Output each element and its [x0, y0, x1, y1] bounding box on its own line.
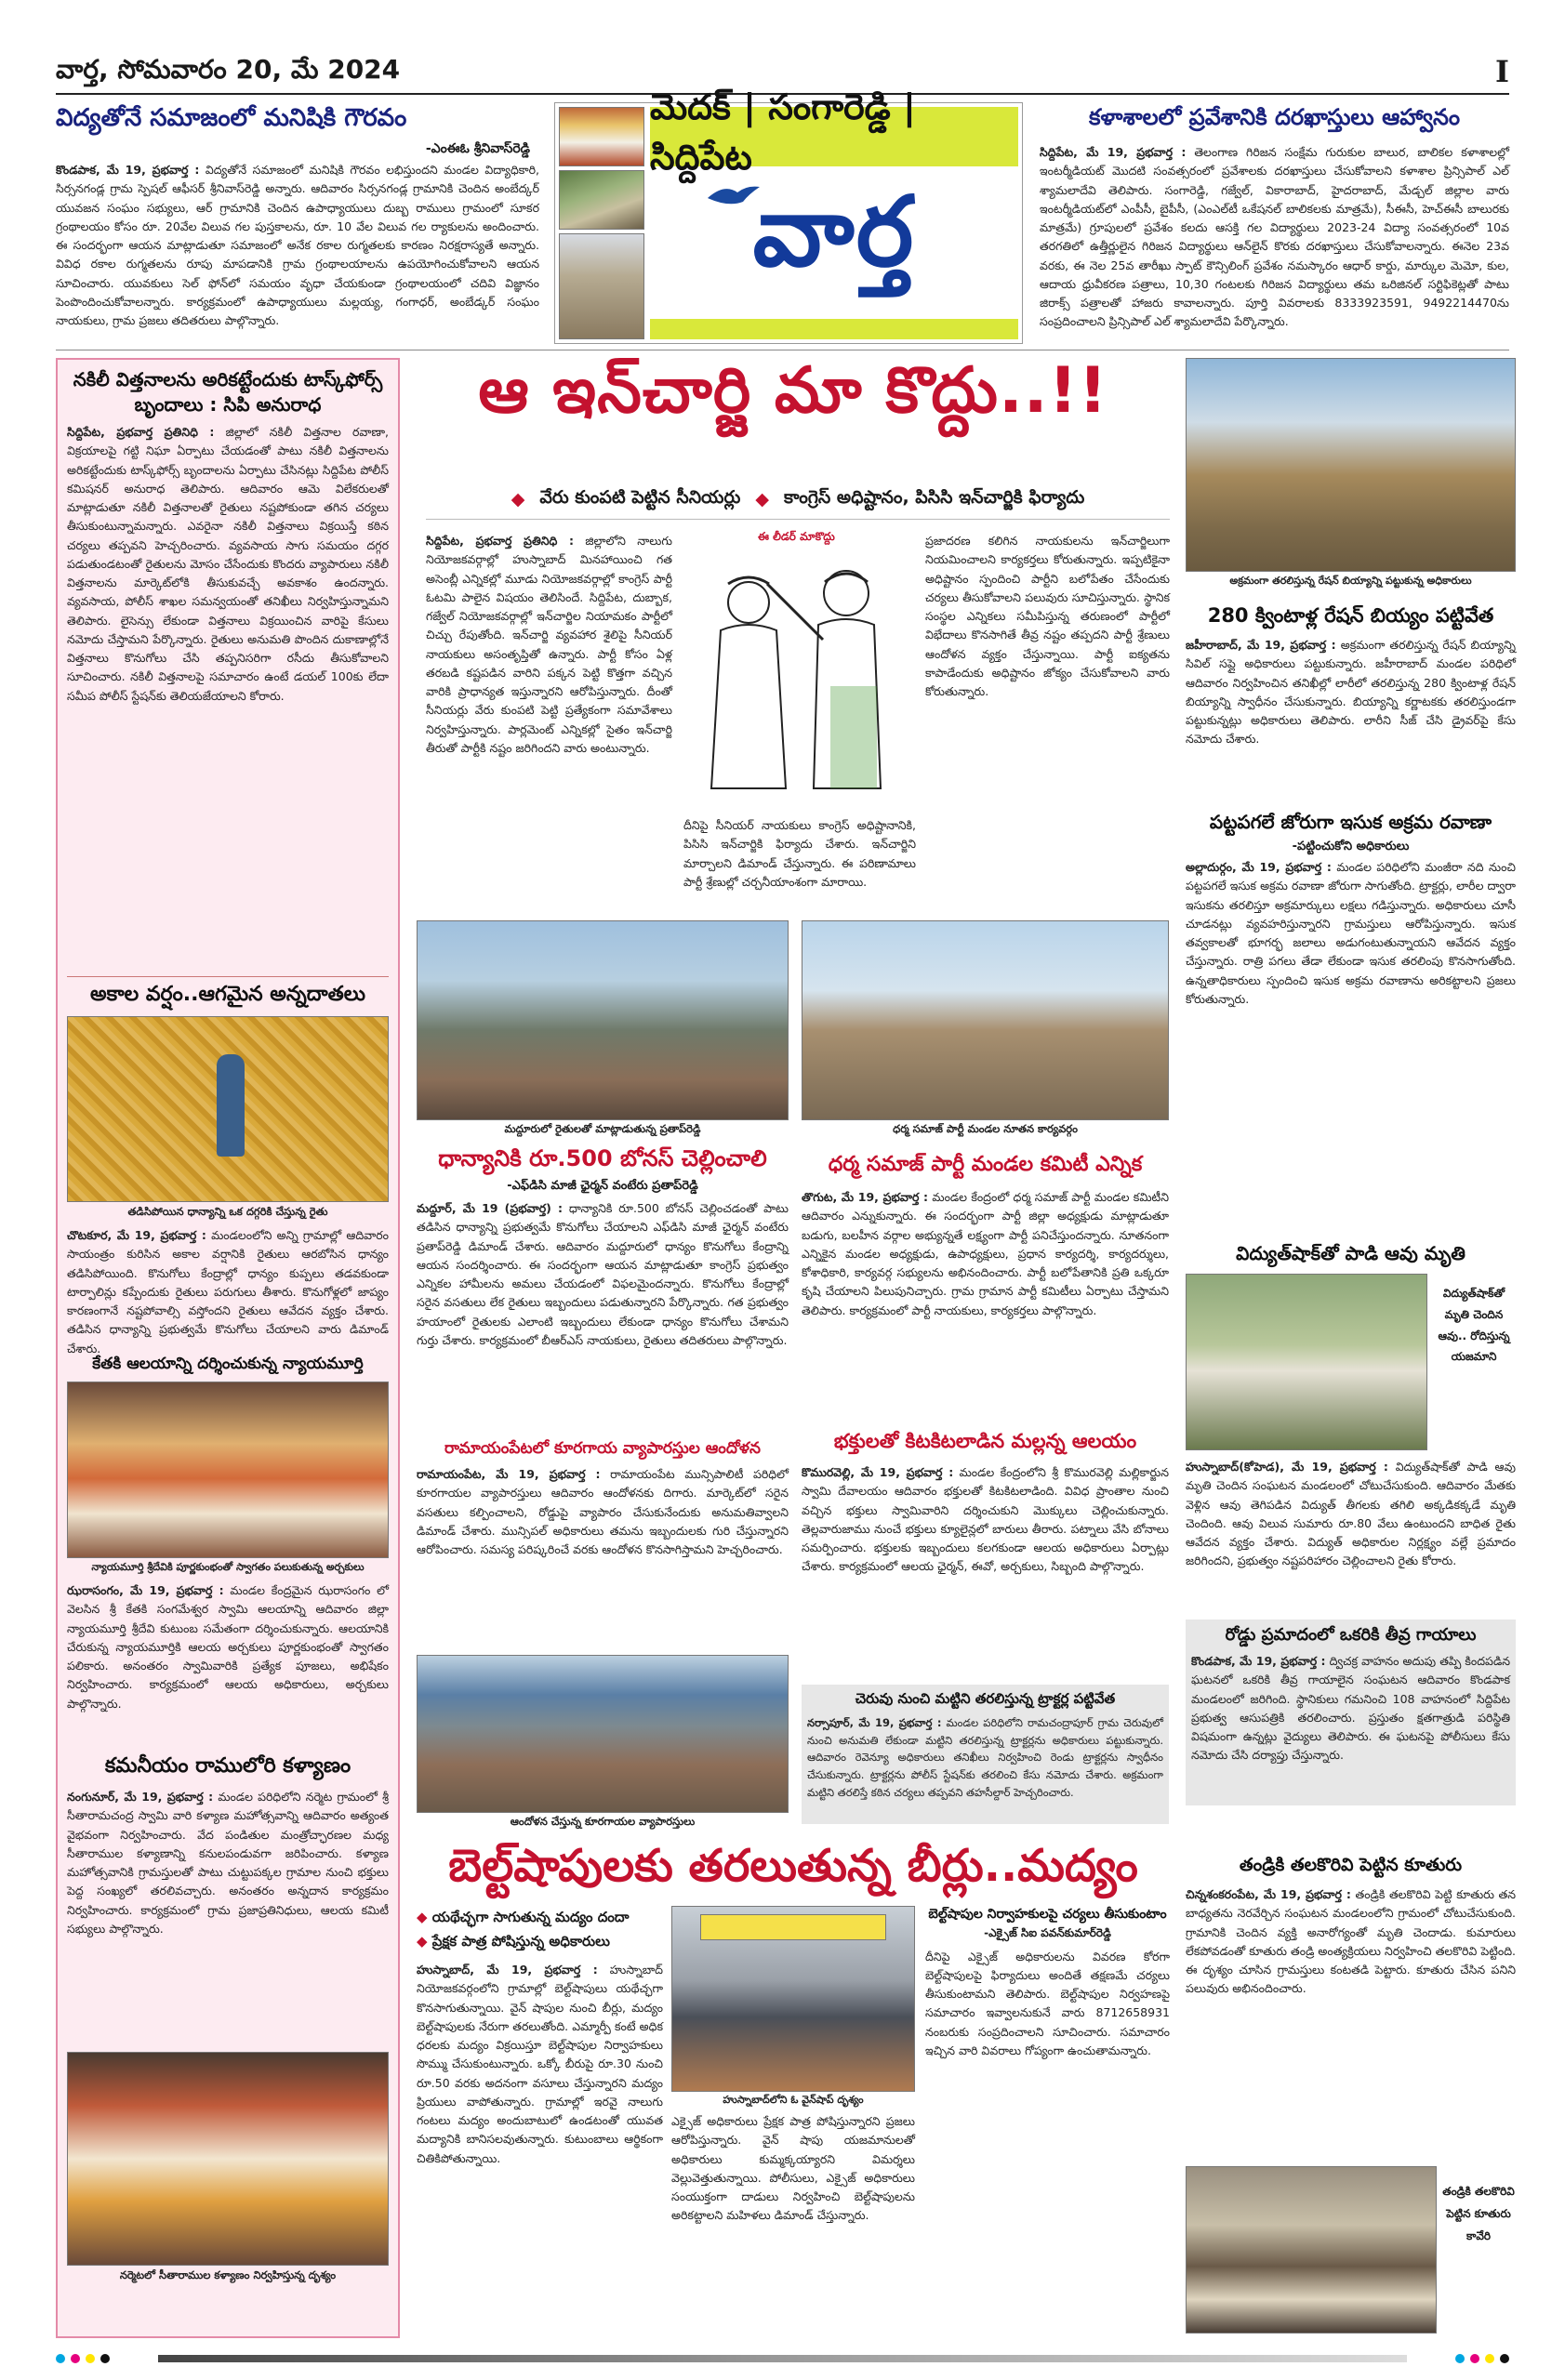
inner-headline: బెల్ట్‌షాపుల నిర్వాహకులపై చర్యలు తీసుకుంటాం: [928, 1907, 1167, 1922]
body-text: మండలంలోని అన్ని గ్రామాల్లో ఆదివారం సాయంత్రం కురిసిన అకాల వర్షానికి రైతులు ఆరబోసిన ధాన్యం తడిసిపోయింది. కొనుగోలు కేంద్రాల్లో ధాన్యం కుప్పలు తడవకుండా టార్పాలిన్లు కప్పేందుకు రైతులు పరుగులు తీశారు. కొనుగోళ్లలో జాప్యం కారణంగానే నష్టపోవాల్సి వస్తోందని రైతులు ఆవేదన వ్యక్తం చేశారు. తడిసిన ధాన్యాన్ని ప్రభుత్వమే కొనుగోలు చేయాలని వారు డిమాండ్ చేశారు.: [67, 1228, 389, 1355]
dead-cow-photo: [1186, 1274, 1427, 1450]
body-text: మండల పరిధిలోని రామచంద్రాపూర్ గ్రామ చెరువులో నుంచి అనుమతి లేకుండా మట్టిని తరలిస్తున్న ట్రాక్టర్లను అధికారులు పట్టుకున్నారు. ఆదివారం రెవెన్యూ అధికారులు తనిఖీలు నిర్వహించి రెండు ట్రాక్టర్లను స్వాధీనం చేసుకున్నారు. ట్రాక్టర్లను పోలీస్ స్టేషన్‌కు తరలించి కేసు నమోదు చేశారు. అక్రమంగా మట్టిని తరలిస్తే కఠిన చర్యలు తప్పవని తహసీల్దార్ హెచ్చరించారు.: [807, 1716, 1163, 1799]
bottom-subheads: [417, 1906, 663, 1953]
s1-headline: నకిలీ విత్తనాలను అరికట్టేందుకు టాస్క్‌ఫోర్స్ బృందాలు : సిపి అనురాధ: [73, 368, 383, 416]
dateline: సిద్దిపేట, ప్రభవార్త ప్రతినిధి :: [67, 425, 215, 439]
farmer-figure: [217, 1054, 245, 1157]
bullet-icon: ◆: [417, 1932, 428, 1950]
headline: ధర్మ సమాజ్ పార్టీ మండల కమిటీ ఎన్నిక: [828, 1153, 1143, 1176]
color-swatches-left: [56, 2354, 110, 2363]
body-text: రామాయంపేట మున్సిపాలిటీ పరిధిలో కూరగాయల వ్యాపారస్తులు ఆదివారం ఆందోళనకు దిగారు. మార్కెట్‌లో సరైన వసతులు కల్పించాలని, రోడ్డుపై వ్యాపారం చేసుకునేందుకు అనుమతివ్వాలని డిమాండ్ చేశారు. మున్సిపల్ అధికారులు తమను ఇబ్బందులకు గురి చేస్తున్నారని ఆరోపించారు. సమస్య పరిష్కరించే వరకు ఆందోళన కొనసాగిస్తామని హెచ్చరించారు.: [417, 1467, 789, 1556]
headline: తండ్రికి తలకొరివి పెట్టిన కూతురు: [1239, 1855, 1463, 1875]
s4-caption: నర్మెటలో సీతారాముల కళ్యాణం నిర్వహిస్తున్న దృశ్యం: [119, 2268, 337, 2281]
body-text: విద్యుత్‌షాక్‌తో పాడి ఆవు మృతి చెందిన సంఘటన మండలంలో చోటుచేసుకుంది. ఆదివారం మేతకు వెళ్లిన ఆవు తెగిపడిన విద్యుత్ తీగలకు తగిలి అక్కడికక్కడే మృతి చెందింది. ఆవు విలువ సుమారు రూ.80 వేలు ఉంటుందని బాధిత రైతు ఆవేదన వ్యక్తం చేశారు. విద్యుత్ అధికారుల నిర్లక్ష్యం వల్లే ప్రమాదం జరిగిందని, ప్రభుత్వం నష్టపరిహారం చెల్లించాలని రైతు కోరారు.: [1186, 1460, 1516, 1568]
story-daughter-rites: [1186, 1855, 1516, 2162]
dateline: ఝరాసంగం, మే 19, ప్రభవార్త :: [67, 1583, 224, 1597]
story-sand-mining: [1186, 811, 1516, 1238]
body-text: తెలంగాణ గిరిజన సంక్షేమ గురుకుల బాలుర, బాలికల కళాశాలల్లో ఇంటర్మీడియట్ మొదటి సంవత్సరంలో ప్రవేశాలకు దరఖాస్తులు చేసుకోవాలని కళాశాల ప్రిన్సిపాల్ ఎల్ శ్యామలాదేవి తెలిపారు. సంగారెడ్డి, గజ్వేల్, వికారాబాద్, హైదరాబాద్, మేడ్చల్ జిల్లాల వారు ఇంటర్మీడియట్‌లో ఎంపీసీ, బైపీసీ, (ఎంఎల్‌టీ ఒకేషనల్ బాలికలకు మాత్రమే), సీఈసీ, హెచ్ఈసీ బాలురకు మాత్రమే) గ్రూపులలో ప్రవేశం కలదు ఆసక్తి గల విద్యార్థులు 2023-24 విద్యా సంవత్సరంలో 10వ తరగతిలో ఉత్తీర్ణులైన గిరిజన విద్యార్థులు ఆన్‌లైన్ కొరకు దరఖాస్తులు చేసుకోవాలన్నారు. ఈనెల 23వ వరకు, ఈ నెల 25వ తారీఖు స్పాట్ కౌన్సిలింగ్ ప్రవేశం నమస్కారం ఆధార్ కార్డు, మార్కుల మెమో, కుల, ఆదాయ ధ్రువీకరణ పత్రాలు, 10,30 గంటలకు గిరిజన విద్యార్థులు తమ ఒరిజినల్ సర్టిఫికెట్లతో పాటు జిరాక్స్ పత్రాలతో హాజరు కావాలన్నారు. పూర్తి వివరాలకు 8333923591, 9492214470ను సంప్రదించాలని ప్రిన్సిపాల్ ఎల్ శ్యామలాదేవి పేర్కొన్నారు.: [1040, 145, 1509, 329]
ration-rice-photo: [1186, 358, 1516, 572]
cartoon-figures-icon: [683, 547, 916, 807]
body-text: మండల పరిధిలోని మంజీరా నది నుంచి పట్టపగలే ఇసుక అక్రమ రవాణా జోరుగా సాగుతోంది. ట్రాక్టర్లు, లారీల ద్వారా ఇసుకను తరలిస్తూ అక్రమార్కులు లక్షలు గడిస్తున్నారు. అధికారులు చూసీ చూడనట్లు వ్యవహరిస్తున్నారని గ్రామస్తులు ఆరోపిస్తున్నారు. ఇసుక తవ్వకాలతో భూగర్భ జలాలు అడుగంటుతున్నాయని ఆవేదన వ్యక్తం చేస్తున్నారు. రాత్రి పగలు తేడా లేకుండా ఇసుక తరలింపు కొనసాగుతోంది. ఉన్నతాధికారులు స్పందించి ఇసుక అక్రమ రవాణాను అరికట్టాలని ప్రజలు కోరుతున్నారు.: [1186, 860, 1516, 1006]
page-number: I: [1495, 54, 1509, 89]
lead-body-right: ప్రజాదరణ కలిగిన నాయకులను ఇన్‌చార్జిలుగా నియమించాలని కార్యకర్తలు కోరుతున్నారు. ఇప్పటికైనా అధిష్టానం స్పందించి పార్టీని బలోపేతం చేసేందుకు చర్యలు తీసుకోవాలని పలువురు సూచిస్తున్నారు. స్థానిక సంస్థల ఎన్నికలు సమీపిస్తున్న తరుణంలో పార్టీలో విభేదాలు కొనసాగితే తీవ్ర నష్టం తప్పదని పార్టీ శ్రేణులు ఆందోళన వ్యక్తం చేస్తున్నాయి. పార్టీ ఐక్యతను కాపాడేందుకు అధిష్టానం జోక్యం చేసుకోవాలని వారు కోరుతున్నారు.: [925, 534, 1170, 698]
dateline: అల్లాదుర్గం, మే 19, ప్రభవార్త :: [1186, 860, 1332, 874]
headline: చెరువు నుంచి మట్టిని తరలిస్తున్న ట్రాక్టర్ల పట్టివేత: [855, 1690, 1116, 1707]
body-text: జిల్లాలో నకిలీ విత్తనాల రవాణా, విక్రయాలపై గట్టి నిఘా ఏర్పాటు చేయడంతో పాటు నకిలీ విత్తనాలను అరికట్టేందుకు టాస్క్‌ఫోర్స్ బృందాలను ఏర్పాటు చేసినట్లు సిద్దిపేట పోలీస్ కమిషనర్ అనురాధ తెలిపారు. ఆదివారం ఆమె విలేకరులతో మాట్లాడుతూ నకిలీ విత్తనాలతో రైతులు నష్టపోకుండా తగిన చర్యలు తీసుకుంటున్నామన్నారు. ఎవరైనా నకిలీ విత్తనాలు విక్రయిస్తే కఠిన చర్యలు తప్పవని హెచ్చరించారు. వ్యవసాయ సాగు సమయం దగ్గర పడుతుండటంతో రైతులను మోసం చేసేందుకు కొందరు వ్యాపారులు నకిలీ విత్తనాలను మార్కెట్‌లోకి తీసుకువచ్చే అవకాశం ఉందన్నారు. వ్యవసాయ, పోలీస్ శాఖల సమన్వయంతో తనిఖీలు నిర్వహిస్తున్నామని తెలిపారు. లైసెన్సు లేకుండా విత్తనాలు విక్రయించిన వారిపై కేసులు నమోదు చేస్తామని పేర్కొన్నారు. రైతులు అనుమతి పొందిన దుకాణాల్లోనే విత్తనాలు కొనుగోలు చేసి తప్పనిసరిగా రసీదు తీసుకోవాలని సూచించారు. నకిలీ విత్తనాలపై సమాచారం ఉంటే డయల్ 100కు లేదా సమీప పోలీస్ స్టేషన్‌కు తెలియజేయాలని కోరారు.: [67, 425, 389, 703]
dateline: కొండపాక, మే 19, ప్రభవార్త :: [56, 163, 200, 177]
bottom-body-right: దీనిపై ఎక్సైజ్ అధికారులను వివరణ కోరగా బెల్ట్‌షాపులపై ఫిర్యాదులు అందితే తక్షణమే చర్యలు తీసుకుంటామని తెలిపారు. బెల్ట్‌షాపుల నిర్వహణపై సమాచారం ఇవ్వాలనుకునే వారు 8712658931 నంబరుకు సంప్రదించాలని సూచించారు. సమాచారం ఇచ్చిన వారి వివరాలు గోప్యంగా ఉంచుతామన్నారు.: [925, 1949, 1170, 2057]
masthead-dateline: వార్త, సోమవారం 20, మే 2024: [56, 54, 401, 85]
byline: -ఎఫ్‌డిసి మాజీ ఛైర్మన్ వంటేరు ప్రతాప్‌రెడ్డి: [507, 1179, 698, 1193]
maddur-farmers-photo: [417, 920, 789, 1120]
vendors-protest-photo: [417, 1655, 789, 1813]
dateline: తొగుట, మే 19, ప్రభవార్త :: [802, 1190, 929, 1204]
s2-headline: అకాల వర్షం..ఆగమైన అన్నదాతలు: [67, 976, 389, 1011]
bottom-sub2: ప్రేక్షక పాత్ర పోషిస్తున్న అధికారులు: [431, 1932, 610, 1950]
story-body: [802, 1188, 1169, 1421]
wine-shop-caption: హుస్నాబాద్‌లోని ఓ వైన్‌షాప్ దృశ్యం: [723, 2094, 864, 2106]
s1-body: [67, 423, 389, 967]
headline: పట్టపగలే జోరుగా ఇసుక అక్రమ రవాణా: [1209, 811, 1492, 833]
lead-sub1: వేరు కుంపటి పెట్టిన సీనియర్లు: [539, 486, 741, 508]
church-photo: [559, 233, 644, 339]
wine-shop-photo: [671, 1906, 915, 2092]
dateline: మద్దూర్, మే 19 (ప్రభవార్త) :: [417, 1201, 564, 1215]
bottom-body-left: [417, 1961, 663, 2333]
story-body: [1186, 1885, 1516, 2155]
body-text: మండల కేంద్రంలోని శ్రీ కొమురవెల్లి మల్లికార్జున స్వామి దేవాలయం ఆదివారం భక్తులతో కిటకిటలాడింది. వివిధ ప్రాంతాల నుంచి వచ్చిన భక్తులు స్వామివారిని దర్శించుకుని మొక్కులు చెల్లించుకున్నారు. తెల్లవారుజాము నుంచే భక్తులు క్యూలైన్లలో బారులు తీరారు. పట్నాలు వేసి బోనాలు సమర్పించారు. భక్తులకు ఇబ్బందులు కలగకుండా ఆలయ అధికారులు ఏర్పాట్లు చేశారు. కార్యక్రమంలో ఆలయ ఛైర్మన్, ఈవో, అర్చకులు, సిబ్బంది పాల్గొన్నారు.: [802, 1465, 1169, 1574]
body-text: ద్విచక్ర వాహనం అదుపు తప్పి కిందపడిన ఘటనలో ఒకరికి తీవ్ర గాయాలైన సంఘటన ఆదివారం కొండపాక మండలంలో జరిగింది. స్థానికులు గమనించి 108 వాహనంలో సిద్దిపేట ప్రభుత్వ ఆసుపత్రికి తరలించారు. ప్రస్తుతం క్షతగాత్రుడి పరిస్థితి విషమంగా ఉన్నట్లు వైద్యులు తెలిపారు. ఈ ఘటనపై పోలీసులు కేసు నమోదు చేసి దర్యాప్తు చేస్తున్నారు.: [1191, 1654, 1510, 1763]
dateline: హుస్నాబాద్(కోహెడ), మే 19, ప్రభవార్త :: [1186, 1460, 1388, 1474]
body-text: మండల కేంద్రమైన ఝరాసంగం లో వెలసిన శ్రీ కేతకి సంగమేశ్వర స్వామి ఆలయాన్ని ఆదివారం జిల్లా న్యాయమూర్తి శ్రీదేవి కుటుంబ సమేతంగా దర్శించుకున్నారు. ఆలయానికి చేరుకున్న న్యాయమూర్తికి ఆలయ అర్చకులు పూర్ణకుంభంతో స్వాగతం పలికారు. అనంతరం స్వామివారికి ప్రత్యేక పూజలు, అభిషేకం నిర్వహించారు. కార్యక్రమంలో ఆలయ అధికారులు, అర్చకులు పాల్గొన్నారు.: [67, 1583, 389, 1711]
bullet-icon: ◆: [755, 489, 769, 509]
story-vendors: [417, 1439, 789, 1662]
headline: రోడ్డు ప్రమాదంలో ఒకరికి తీవ్ర గాయాలు: [1225, 1625, 1477, 1645]
lead-sub2: కాంగ్రెస్ అధిష్టానం, పిసిసి ఇన్‌చార్జికి ఫిర్యాదు: [783, 486, 1085, 508]
lead-subheads: [426, 483, 1170, 515]
s2-body: [67, 1226, 389, 1355]
bottom-body-mid: ఎక్సైజ్ అధికారులు ప్రేక్షక పాత్ర పోషిస్తున్నారని ప్రజలు ఆరోపిస్తున్నారు. వైన్ షాపు యజమానులతో అధికారులు కుమ్మక్కయ్యారని విమర్శలు వెల్లువెత్తుతున్నాయి. పోలీసులు, ఎక్సైజ్ అధికారులు సంయుక్తంగా దాడులు నిర్వహించి బెల్ట్‌షాపులను అరికట్టాలని మహిళలు డిమాండ్ చేస్తున్నారు.: [671, 2114, 915, 2223]
color-swatches-right: [1455, 2354, 1509, 2363]
bottom-headline-box: [417, 1839, 1170, 1904]
photo-caption-right: ధర్మ సమాజ్ పార్టీ మండల నూతన కార్యవర్గం: [893, 1122, 1078, 1135]
story-ration-rice: [1186, 604, 1516, 804]
s3-headline: కేతకి ఆలయాన్ని దర్శించుకున్న న్యాయమూర్తి: [92, 1355, 364, 1373]
body-text: ధాన్యానికి రూ.500 బోనస్ చెల్లించడంతో పాటు తడిసిన ధాన్యాన్ని ప్రభుత్వమే కొనుగోలు చేయాలని ఎఫ్‌డిసి మాజీ ఛైర్మన్ వంటేరు ప్రతాప్‌రెడ్డి డిమాండ్ చేశారు. ఆదివారం మద్దూరులో ధాన్యం కొనుగోలు కేంద్రాన్ని ఆయన సందర్శించారు. ఈ సందర్భంగా ఆయన మాట్లాడుతూ కాంగ్రెస్ ప్రభుత్వం ఎన్నికల హామీలను అమలు చేయడంలో విఫలమైందన్నారు. కొనుగోలు కేంద్రాల్లో సరైన వసతులు లేక రైతులు ఇబ్బందులు పడుతున్నారని పేర్కొన్నారు. గత ప్రభుత్వం హయాంలో రైతులకు ఎలాంటి ఇబ్బందులు లేకుండా ధాన్యం కొనుగోలు చేశామని గుర్తు చేశారు. కార్యక్రమంలో బీఆర్ఎస్ నాయకులు, రైతులు తదితరులు పాల్గొన్నారు.: [417, 1201, 789, 1347]
headline: భక్తులతో కిటకిటలాడిన మల్లన్న ఆలయం: [833, 1430, 1137, 1452]
dateline: సిద్దిపేట, ప్రభవార్త ప్రతినిధి :: [426, 534, 575, 548]
headline: కళాశాలలో ప్రవేశానికి దరఖాస్తులు ఆహ్వానం: [1088, 104, 1461, 130]
story-paddy-bonus: [417, 1145, 789, 1434]
dateline: కొమురవెల్లి, మే 19, ప్రభవార్త :: [802, 1465, 954, 1479]
story-education: [56, 104, 539, 355]
dateline: నర్సాపూర్, మే 19, ప్రభవార్త :: [807, 1716, 942, 1729]
bottom-right-col: [925, 1906, 1170, 2343]
newspaper-logo: వార్త: [752, 173, 916, 288]
district-names: మెదక్ | సంగారెడ్డి | సిద్దిపేట: [650, 86, 916, 178]
body-text: జిల్లాలోని నాలుగు నియోజకవర్గాల్లో హుస్నాబాద్ మినహాయించి గత అసెంబ్లీ ఎన్నికల్లో మూడు నియోజకవర్గాల్లో కాంగ్రెస్ పార్టీ ఓటమి పాలైన విషయం తెలిసిందే. సిద్దిపేట, దుబ్బాక, గజ్వేల్ నియోజకవర్గాల్లో ఇన్‌చార్జిల నియామకం పార్టీలో చిచ్చు రేపుతోంది. ఇన్‌చార్జి వ్యవహార శైలిపై సీనియర్ నాయకులు అసంతృప్తితో ఉన్నారు. పార్టీ కోసం ఏళ్ల తరబడి కష్టపడిన వారిని పక్కన పెట్టి కొత్తగా వచ్చిన వారికి ప్రాధాన్యత ఇస్తున్నారని ఆరోపిస్తున్నారు. దీంతో సీనియర్లు వేరు కుంపటి పెట్టి ప్రత్యేకంగా సమావేశాలు నిర్వహిస్తున్నారు. పార్లమెంట్ ఎన్నికల్లో సైతం ఇన్‌చార్జి తీరుతో పార్టీకి నష్టం జరిగిందని వారు అంటున్నారు.: [426, 534, 672, 755]
dateline: రామాయంపేట, మే 19, ప్రభవార్త :: [417, 1467, 601, 1481]
headline: విద్యుత్‌షాక్‌తో పాడి ఆవు మృతి: [1236, 1242, 1466, 1264]
story-admissions: [1040, 104, 1509, 355]
bottom-headline: బెల్ట్‌షాపులకు తరలుతున్న బీర్లు..మద్యం: [448, 1840, 1138, 1892]
story-body: [417, 1199, 789, 1443]
body-text: హుస్నాబాద్ నియోజకవర్గంలోని గ్రామాల్లో బెల్ట్‌షాపులు యథేచ్ఛగా కొనసాగుతున్నాయి. వైన్ షాపుల నుంచి బీర్లు, మద్యం బెల్ట్‌షాపులకు నేరుగా తరలుతోంది. ఎమ్మార్పీ కంటే అధిక ధరలకు మద్యం విక్రయిస్తూ బెల్ట్‌షాపుల నిర్వాహకులు సొమ్ము చేసుకుంటున్నారు. ఒక్కో బీరుపై రూ.30 నుంచి రూ.50 వరకు అదనంగా వసూలు చేస్తున్నారని మద్యం ప్రియులు వాపోతున్నారు. గ్రామాల్లో ఇరవై నాలుగు గంటలు మద్యం అందుబాటులో ఉండటంతో యువత మద్యానికి బానిసలవుతున్నారు. కుటుంబాలు ఆర్థికంగా చితికిపోతున్నాయి.: [417, 1963, 663, 2165]
photo-caption-left: మద్దూరులో రైతులతో మాట్లాడుతున్న ప్రతాప్‌రెడ్డి: [504, 1122, 701, 1135]
inner-byline: -ఎక్సైజ్ సిఐ పవన్‌కుమార్‌రెడ్డి: [984, 1925, 1111, 1939]
cartoon-illustration: [683, 528, 916, 807]
s4-headline: కమనీయం రాములోరి కళ్యాణం: [104, 1754, 351, 1778]
dharma-samaj-photo: [802, 920, 1169, 1120]
dateline: కొండపాక, మే 19, ప్రభవార్త :: [1191, 1654, 1326, 1668]
left-sidebar: [56, 358, 400, 2338]
bullet-icon: ◆: [417, 1909, 428, 1925]
story-body: [417, 1465, 789, 1660]
byline: -పట్టించుకోని అధికారులు: [1292, 840, 1410, 853]
dateline: చిన్నశంకరంపేట, మే 19, ప్రభవార్త :: [1186, 1887, 1351, 1901]
vendors-caption: ఆందోళన చేస్తున్న కూరగాయల వ్యాపారస్తులు: [510, 1815, 696, 1828]
bullet-icon: ◆: [511, 489, 525, 509]
cow-side-caption: విద్యుత్‌షాక్‌తో మృతి చెందిన ఆవు.. రోదిస్తున్న యజమాని: [1438, 1287, 1510, 1364]
temple-photo-1: [559, 107, 644, 166]
headline: విద్యతోనే సమాజంలో మనిషికి గౌరవం: [56, 104, 407, 132]
story-body: [56, 161, 539, 358]
funeral-photo: [1186, 2166, 1437, 2334]
lead-body-mid: దీనిపై సీనియర్ నాయకులు కాంగ్రెస్ అధిష్టానానికి, పిసిసి ఇన్‌చార్జికి ఫిర్యాదు చేశారు. ఇన్‌చార్జిని మార్చాలని డిమాండ్ చేస్తున్నారు. ఈ పరిణామాలు పార్టీ శ్రేణుల్లో చర్చనీయాంశంగా మారాయి.: [683, 818, 916, 889]
body-text: విద్యతోనే సమాజంలో మనిషికి గౌరవం లభిస్తుందని మండల విద్యాధికారి, సిర్సనగండ్ల గ్రామ స్పెషల్ ఆఫీసర్ శ్రీనివాస్‌రెడ్డి అన్నారు. ఆదివారం సిర్సనగండ్ల గ్రామానికి చెందిన అంబేద్కర్ యువజన సంఘం సభ్యులు, ఆర్ గ్రామానికి చెందిన ఉపాధ్యాయులు దుబ్బ రాములు గ్రామంలో సూకర గ్రంథాలయం కోసం రూ. 20వేల విలువ గల పుస్తకాలను, రూ. 10 వేల విలువ గల ర్యాకులను అందించారు. ఈ సందర్భంగా ఆయన మాట్లాడుతూ సమాజంలో అనేక రకాల రుగ్మతలకు కారణం నిరక్షరాస్యతే అన్నారు. వివిధ రకాల రుగ్మతలను రూపు మాపడానికి గ్రామ గ్రంథాలయాలను ఉపయోగించుకోవాలని ఆయన సూచించారు. యువకులు సెల్ ఫోన్‌లో సమయం వృధా చేయకుండా గ్రంథాలయంలో చదివి విజ్ఞానం పెంపొందించుకోవాలన్నారు. కార్యక్రమంలో ఉపాధ్యాయులు మల్లయ్య, గంగాధర్, అంబేడ్కర్ సంఘం నాయకులు, గ్రామ ప్రజలు తదితరులు పాల్గొన్నారు.: [56, 163, 539, 327]
district-banner: [650, 86, 1018, 178]
bottom-sub1: యథేచ్ఛగా సాగుతున్న మద్యం దందా: [431, 1909, 630, 1925]
shop-signboard: [700, 1914, 886, 1940]
story-body: [1040, 143, 1509, 357]
story-body: [1191, 1652, 1510, 1801]
campus-photo: [559, 170, 644, 230]
lead-headline: ఆ ఇన్‌చార్జి మా కొద్దు..!!: [478, 353, 1108, 428]
dateline: సిద్దిపేట, మే 19, ప్రభవార్త :: [1040, 145, 1187, 159]
bottom-left-col: [417, 1906, 663, 2343]
headline: ధాన్యానికి రూ.500 బోనస్ చెల్లించాలి: [438, 1145, 767, 1171]
body-text: తండ్రికి తలకొరివి పెట్టి కూతురు తన బాధ్యతను నెరవేర్చిన సంఘటన మండలంలోని గ్రామంలో చోటుచేసుకుంది. గ్రామానికి చెందిన వ్యక్తి అనారోగ్యంతో మృతి చెందాడు. కుమారులు లేకపోవడంతో కూతురు తండ్రి అంత్యక్రియలు నిర్వహించి తలకొరివి పెట్టింది. ఈ దృశ్యం చూసిన గ్రామస్తులు కంటతడి పెట్టారు. కూతురు చేసిన పనిని పలువురు అభినందించారు.: [1186, 1887, 1516, 1996]
judge-visit-photo: [67, 1382, 389, 1558]
funeral-side-caption: తండ్రికి తలకొరివి పెట్టిన కూతురు కావేరి: [1442, 2185, 1515, 2242]
footer-bar: [56, 2352, 1509, 2365]
kalyanam-photo: [67, 2052, 389, 2266]
masthead-logo-block: [554, 86, 1023, 344]
s3-caption: న్యాయమూర్తి శ్రీదేవికి పూర్ణకుంభంతో స్వాగతం పలుకుతున్న అర్చకులు: [91, 1561, 365, 1573]
story-dharma-samaj: [802, 1153, 1169, 1422]
ration-photo-caption: అక్రమంగా తరలిస్తున్న రేషన్ బియ్యాన్ని పట్టుకున్న అధికారులు: [1229, 575, 1472, 587]
story-mallanna-temple: [802, 1430, 1169, 1681]
headline: రామాయంపేటలో కూరగాయ వ్యాపారస్తుల ఆందోళన: [444, 1439, 761, 1458]
dateline: హుస్నాబాద్, మే 19, ప్రభవార్త :: [417, 1963, 598, 1977]
body-text: మండల పరిధిలోని నర్మెట గ్రామంలో శ్రీ సీతారామచంద్ర స్వామి వారి కళ్యాణ మహోత్సవాన్ని ఆదివారం అత్యంత వైభవంగా నిర్వహించారు. వేద పండితుల మంత్రోచ్ఛారణల మధ్య సీతారాముల కళ్యాణాన్ని కనులపండువగా జరిపించారు. కళ్యాణ మహోత్సవానికి గ్రామస్తులతో పాటు చుట్టుపక్కల గ్రామాల నుంచి భక్తులు పెద్ద సంఖ్యలో తరలివచ్చారు. అనంతరం అన్నదాన కార్యక్రమం నిర్వహించారు. కార్యక్రమంలో గ్రామ ప్రజాప్రతినిధులు, ఆలయ కమిటీ సభ్యులు పాల్గొన్నారు.: [67, 1790, 390, 1936]
story-road-accident: [1186, 1620, 1516, 1805]
dove-icon: [706, 181, 762, 209]
dateline: జహీరాబాద్, మే 19, ప్రభవార్త :: [1186, 638, 1336, 652]
cow-headline-box: [1186, 1242, 1516, 1270]
story-tractors: [802, 1685, 1169, 1824]
dateline: నంగునూర్, మే 19, ప్రభవార్త :: [67, 1790, 214, 1804]
story-body: [1186, 636, 1516, 803]
story-body: [802, 1463, 1169, 1681]
s3-body: [67, 1581, 389, 1747]
s4-body: [67, 1788, 389, 2046]
logo-area: [650, 170, 1018, 315]
s2-caption: తడిసిపోయిన ధాన్యాన్ని ఒక దగ్గరికి చేస్తున్న రైతు: [127, 1205, 328, 1218]
headline: 280 క్వింటాళ్ల రేషన్ బియ్యం పట్టివేత: [1207, 604, 1494, 627]
byline: -ఎంఈఓ శ్రీనివాస్‌రెడ్డి: [425, 141, 530, 156]
logo-underbar: [650, 319, 1018, 339]
body-text: అక్రమంగా తరలిస్తున్న రేషన్ బియ్యాన్ని సివిల్ సప్లై అధికారులు పట్టుకున్నారు. జహీరాబాద్ మండల పరిధిలో ఆదివారం నిర్వహించిన తనిఖీల్లో లారీలో తరలిస్తున్న 280 క్వింటాళ్ల రేషన్ బియ్యాన్ని స్వాధీనం చేసుకున్నారు. బియ్యాన్ని కర్ణాటకకు తరలిస్తుండగా పట్టుకున్నట్లు అధికారులు తెలిపారు. లారీని సీజ్ చేసి డ్రైవర్‌పై కేసు నమోదు చేశారు.: [1186, 638, 1516, 747]
wet-grain-photo: [67, 1016, 389, 1202]
lead-body-left: [426, 532, 672, 904]
story-body: [1186, 858, 1516, 1239]
story-cow-body: [1186, 1458, 1516, 1616]
cartoon-label: ఈ లీడర్ మాకొద్దు: [758, 530, 835, 543]
lead-rule: [426, 519, 1170, 520]
body-text: మండల కేంద్రంలో ధర్మ సమాజ్ పార్టీ మండల కమిటీని ఆదివారం ఎన్నుకున్నారు. ఈ సందర్భంగా పార్టీ జిల్లా అధ్యక్షుడు మాట్లాడుతూ బడుగు, బలహీన వర్గాల అభ్యున్నతే లక్ష్యంగా పార్టీ పనిచేస్తుందన్నారు. నూతనంగా ఎన్నికైన మండల అధ్యక్షుడు, ఉపాధ్యక్షులు, ప్రధాన కార్యదర్శి, కార్యదర్శులు, కోశాధికారి, కార్యవర్గ సభ్యులను అభినందించారు. పార్టీ బలోపేతానికి ప్రతి ఒక్కరూ కృషి చేయాలని పిలుపునిచ్చారు. గ్రామ గ్రామాన పార్టీ కమిటీలు ఏర్పాటు చేస్తామని తెలిపారు. కార్యక్రమంలో పార్టీ నాయకులు, కార్యకర్తలు పాల్గొన్నారు.: [802, 1190, 1169, 1317]
story-body: [807, 1714, 1163, 1818]
lead-headline-box: [417, 353, 1170, 435]
grayscale-strip: [158, 2355, 1407, 2362]
dateline: చొటకూర, మే 19, ప్రభవార్త :: [67, 1228, 206, 1242]
